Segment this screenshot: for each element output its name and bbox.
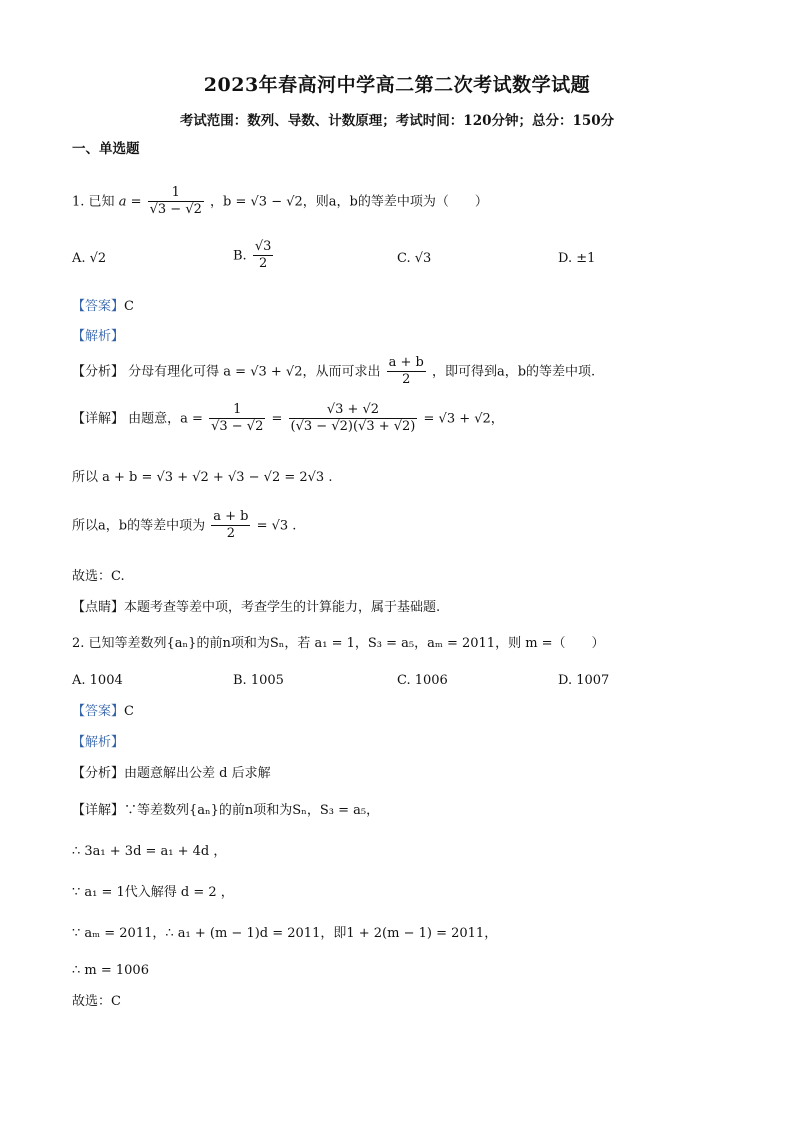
q1-xj-frac2 — [289, 403, 418, 435]
q1-xiangjie-tag: 【详解】 — [72, 411, 125, 427]
q2-option-c: C. 1006 — [397, 673, 448, 688]
q2-answer-tag: 【答案】 — [72, 704, 125, 719]
q1-mid-den: 2 — [226, 525, 235, 541]
q2-step-2: ∵ a₁ = 1代入解得 d = 2 ， — [72, 885, 234, 900]
q1-option-b-label: B. — [233, 248, 247, 264]
q2-fenxi-tag: 【分析】 — [72, 766, 125, 781]
q1-option-b — [233, 240, 275, 272]
q2-xiangjie-text: ∵等差数列{aₙ}的前n项和为Sₙ，S₃ = a₅， — [124, 803, 380, 818]
q1-frac-num: 1 — [148, 186, 204, 202]
q2-xiangjie — [72, 804, 379, 817]
q2-answer-value: C — [124, 704, 134, 719]
q2-stem: 2. 已知等差数列{aₙ}的前n项和为Sₙ，若 a₁ = 1，S₃ = a₅，aₘ = 2011，则 m =（ ） — [72, 636, 605, 651]
q1-option-b-fraction — [253, 240, 274, 272]
q2-step-1: ∴ 3a₁ + 3d = a₁ + 4d ， — [72, 844, 227, 859]
q1-xj-frac2-den: (√3 − √2)(√3 + √2) — [290, 418, 416, 434]
q1-a-eq: a = — [118, 194, 142, 210]
q2-option-d: D. 1007 — [558, 673, 610, 688]
q1-prefix: 1. 已知 — [72, 194, 115, 210]
q1-jiexi-tag: 【解析】 — [72, 329, 125, 344]
q1-xj-eq: = — [271, 411, 283, 427]
q1-option-b-num: √3 — [254, 239, 272, 254]
q1-xj-frac1-num: 1 — [209, 403, 265, 419]
q1-xj-end: = √3 + √2， — [423, 411, 504, 427]
q1-mid-fraction — [211, 510, 250, 542]
q2-option-a: A. 1004 — [72, 673, 123, 688]
q1-fenxi-text-b: ，即可得到a，b的等差中项. — [431, 364, 596, 380]
q1-answer — [72, 300, 134, 313]
q1-b-part: ，b = √3 − √2，则a，b的等差中项为（ ） — [210, 194, 488, 210]
q1-fenxi-fraction — [387, 356, 426, 388]
q1-mid-text-b: = √3 . — [256, 518, 297, 534]
q1-fraction — [148, 186, 204, 218]
q1-mid-num: a + b — [213, 509, 249, 524]
q2-answer — [72, 705, 134, 718]
q1-option-b-den: 2 — [258, 255, 268, 271]
q1-option-d: D. ±1 — [558, 251, 596, 266]
page-title: 2023年春高河中学高二第二次考试数学试题 — [203, 74, 591, 96]
q1-dianjing-tag: 【点睛】 — [72, 600, 125, 615]
q1-option-a: A. √2 — [72, 251, 107, 266]
q1-dianjing-text: 本题考查等差中项，考查学生的计算能力，属于基础题. — [124, 600, 441, 615]
exam-info: 考试范围：数列、导数、计数原理；考试时间：120分钟；总分：150分 — [179, 113, 615, 129]
q1-fenxi — [72, 356, 595, 388]
q2-jiexi-tag: 【解析】 — [72, 735, 125, 750]
q1-xj-frac1 — [209, 403, 265, 435]
q1-fenxi-num: a + b — [388, 355, 424, 370]
q1-xj-frac2-num: √3 + √2 — [289, 403, 418, 419]
q1-xiangjie — [72, 403, 504, 435]
q2-option-b: B. 1005 — [233, 673, 284, 688]
q2-fenxi-text: 由题意解出公差 d 后求解 — [124, 766, 271, 781]
q1-fenxi-den: 2 — [402, 371, 411, 387]
q2-fenxi — [72, 767, 271, 780]
q1-guxuan: 故选：C. — [72, 569, 125, 584]
q1-mid-line — [72, 510, 296, 542]
q1-fenxi-tag: 【分析】 — [72, 364, 125, 380]
q2-step-3: ∵ aₘ = 2011，∴ a₁ + (m − 1)d = 2011，即1 + 2(m − 1) = 2011， — [72, 926, 498, 941]
q1-answer-tag: 【答案】 — [72, 299, 125, 314]
q1-stem — [72, 186, 488, 218]
q1-frac-den: √3 − √2 — [149, 201, 202, 217]
q1-option-c: C. √3 — [397, 251, 432, 266]
q1-answer-value: C — [124, 299, 134, 314]
section-heading: 一、单选题 — [72, 141, 140, 157]
q1-xiangjie-a: 由题意，a = — [128, 411, 203, 427]
q1-dianjing — [72, 601, 440, 614]
q1-mid-text-a: 所以a，b的等差中项为 — [72, 518, 206, 534]
q1-xj-frac1-den: √3 − √2 — [211, 418, 264, 434]
q1-sum-line: 所以 a + b = √3 + √2 + √3 − √2 = 2√3 . — [72, 470, 333, 485]
q2-step-4: ∴ m = 1006 — [72, 963, 149, 978]
q1-fenxi-text-a: 分母有理化可得 a = √3 + √2，从而可求出 — [128, 364, 381, 380]
q2-guxuan: 故选：C — [72, 994, 121, 1009]
q2-xiangjie-tag: 【详解】 — [72, 803, 125, 818]
